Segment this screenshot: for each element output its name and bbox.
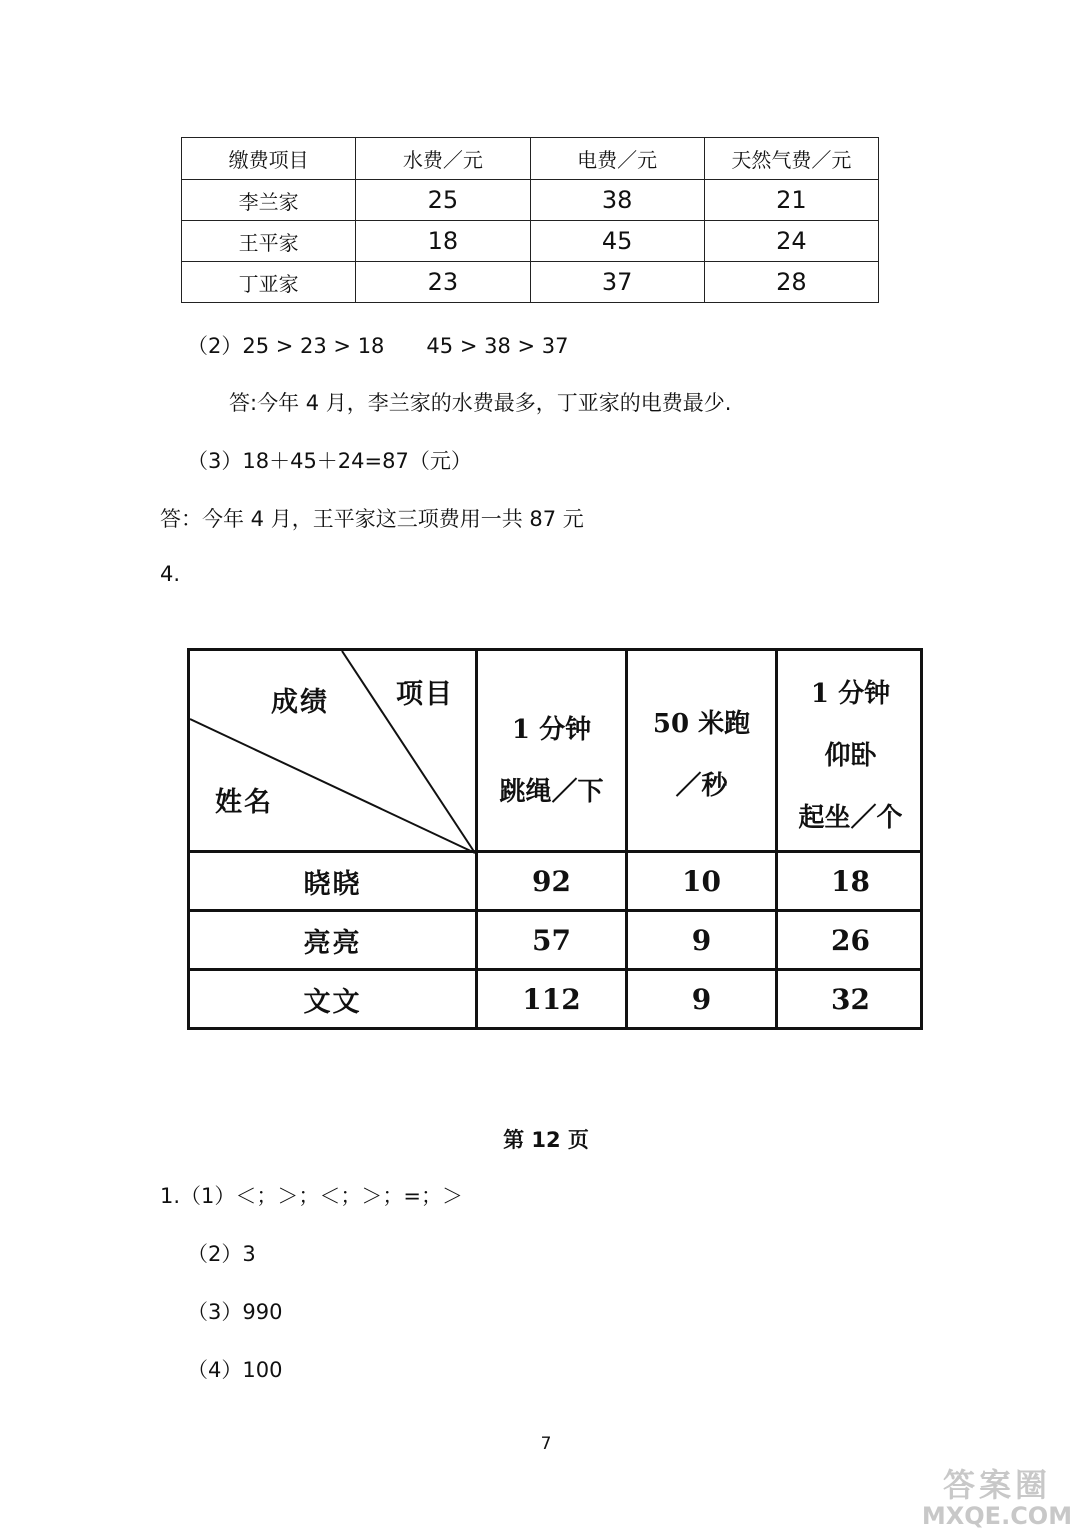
cell-value: 25 bbox=[356, 180, 530, 221]
cell-value: 9 bbox=[691, 982, 712, 1016]
fee-table-header-row bbox=[182, 138, 879, 180]
answer-line: （4）100 bbox=[187, 1358, 283, 1382]
watermark-logo: 答案圈 MXQE.COM bbox=[921, 1466, 1073, 1530]
cell-value: 92 bbox=[532, 864, 571, 898]
table-row bbox=[182, 262, 879, 303]
row-name: 李兰家 bbox=[182, 180, 356, 221]
student-name: 晓晓 bbox=[303, 868, 362, 900]
page-number: 7 bbox=[540, 1434, 552, 1454]
cell-value: 57 bbox=[532, 923, 571, 957]
header-50m-run: 50 米跑 ／秒 bbox=[652, 709, 751, 801]
table-row bbox=[182, 180, 879, 221]
answer-2-text: 答:今年 4 月，李兰家的水费最多，丁亚家的电费最少. bbox=[229, 391, 732, 415]
answer-2-comparison: （2）25 > 23 > 18 45 > 38 > 37 bbox=[187, 334, 569, 358]
cell-value: 26 bbox=[831, 923, 870, 957]
cell-value: 18 bbox=[831, 864, 870, 898]
cell-value: 24 bbox=[704, 221, 878, 262]
cell-value: 112 bbox=[522, 982, 581, 1016]
cell-value: 45 bbox=[530, 221, 704, 262]
fee-table-header: 电费／元 bbox=[530, 138, 704, 180]
score-table bbox=[187, 648, 923, 1030]
corner-label-score: 成绩 bbox=[271, 686, 329, 718]
answer-line: （3）990 bbox=[187, 1300, 283, 1324]
row-name: 丁亚家 bbox=[182, 262, 356, 303]
header-situps: 1 分钟 仰卧 起坐／个 bbox=[798, 679, 903, 833]
section-title-page-12: 第 12 页 bbox=[503, 1128, 589, 1152]
header-jump-rope: 1 分钟 跳绳／下 bbox=[499, 715, 604, 807]
cell-value: 9 bbox=[691, 923, 712, 957]
fee-table-header: 天然气费／元 bbox=[704, 138, 878, 180]
cell-value: 21 bbox=[704, 180, 878, 221]
fee-table-header: 水费／元 bbox=[356, 138, 530, 180]
corner-label-item: 项目 bbox=[396, 678, 454, 710]
table-row bbox=[182, 221, 879, 262]
answer-3-equation: （3）18＋45＋24=87（元） bbox=[187, 449, 472, 473]
corner-label-name: 姓名 bbox=[215, 786, 273, 818]
fee-table-header: 缴费项目 bbox=[182, 138, 356, 180]
cell-value: 28 bbox=[704, 262, 878, 303]
cell-value: 37 bbox=[530, 262, 704, 303]
cell-value: 23 bbox=[356, 262, 530, 303]
answer-line: 1.（1）＜；＞；＜；＞；=；＞ bbox=[160, 1184, 463, 1208]
student-name: 亮亮 bbox=[303, 927, 362, 959]
row-name: 王平家 bbox=[182, 221, 356, 262]
question-4-number: 4. bbox=[160, 562, 181, 586]
answer-3-text: 答：今年 4 月，王平家这三项费用一共 87 元 bbox=[160, 507, 584, 531]
cell-value: 32 bbox=[831, 982, 870, 1016]
cell-value: 18 bbox=[356, 221, 530, 262]
cell-value: 38 bbox=[530, 180, 704, 221]
fee-table bbox=[181, 137, 879, 303]
answer-line: （2）3 bbox=[187, 1242, 256, 1266]
cell-value: 10 bbox=[682, 864, 721, 898]
student-name: 文文 bbox=[303, 986, 362, 1018]
